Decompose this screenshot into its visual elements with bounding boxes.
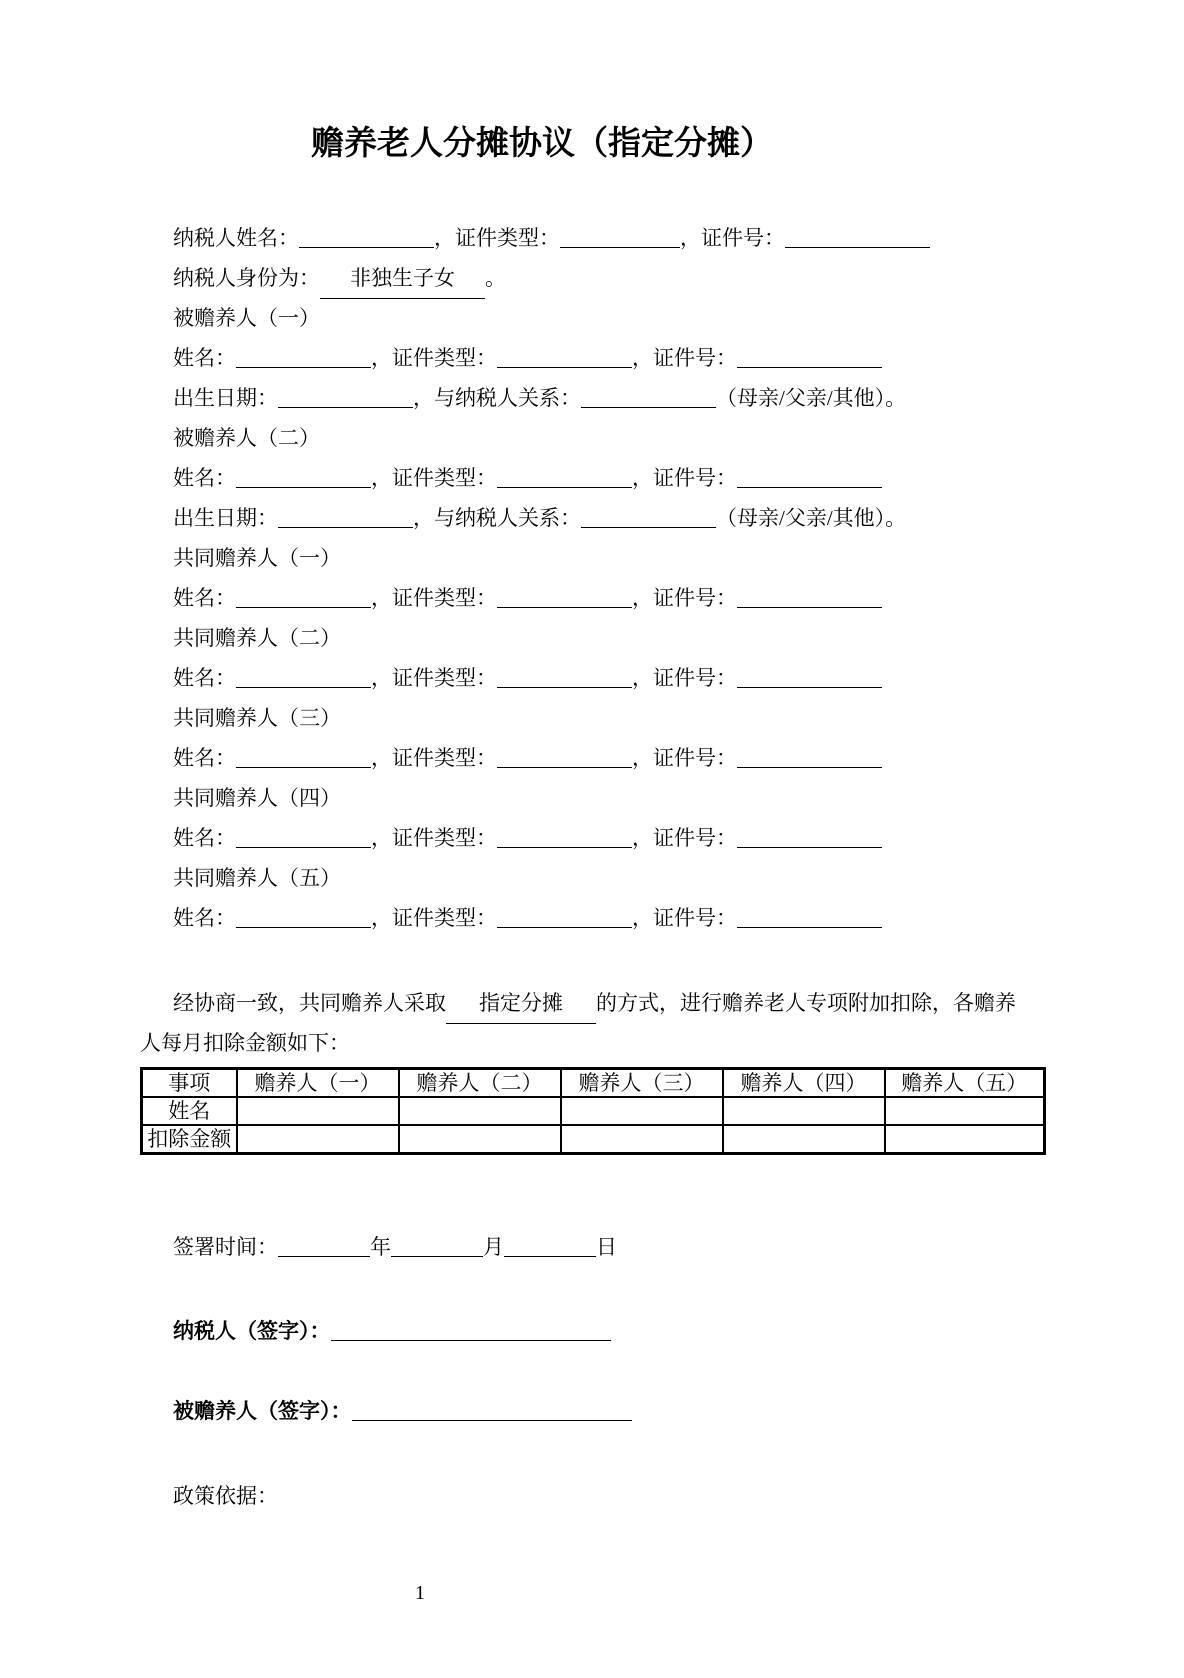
table-cell-empty bbox=[561, 1125, 723, 1154]
id-type-label: ，证件类型： bbox=[371, 346, 497, 370]
id-no-label: ，证件号： bbox=[632, 826, 737, 850]
month-label: 月 bbox=[483, 1235, 504, 1259]
month-blank bbox=[391, 1242, 483, 1257]
id-no-blank bbox=[737, 673, 882, 688]
name-blank bbox=[236, 673, 371, 688]
name-label: 姓名： bbox=[173, 746, 236, 770]
policy-basis-label: 政策依据： bbox=[173, 1484, 278, 1508]
day-blank bbox=[504, 1242, 596, 1257]
section-supporter-4 bbox=[140, 778, 1044, 818]
table-header-supporter-4: 赡养人（四） bbox=[723, 1069, 885, 1098]
year-label: 年 bbox=[370, 1235, 391, 1259]
table-header-item: 事项 bbox=[142, 1069, 237, 1098]
relation-options: （母亲/父亲/其他）。 bbox=[716, 386, 907, 410]
birth-label: 出生日期： bbox=[173, 386, 278, 410]
agreement-paragraph bbox=[140, 983, 1044, 1063]
name-blank bbox=[236, 353, 371, 368]
id-no-label: ，证件号： bbox=[632, 746, 737, 770]
relation-blank bbox=[581, 513, 716, 528]
id-type-blank bbox=[497, 673, 632, 688]
id-type-blank bbox=[497, 753, 632, 768]
id-no-blank bbox=[737, 753, 882, 768]
agreement-text-line2: 人每月扣除金额如下： bbox=[140, 1031, 350, 1055]
id-type-blank bbox=[497, 473, 632, 488]
dependent-signature-blank bbox=[352, 1406, 632, 1421]
table-header-supporter-3: 赡养人（三） bbox=[561, 1069, 723, 1098]
row-label-deduction: 扣除金额 bbox=[142, 1125, 237, 1154]
id-no-label: ，证件号： bbox=[680, 226, 785, 250]
id-no-blank bbox=[737, 353, 882, 368]
id-type-label: ，证件类型： bbox=[371, 586, 497, 610]
form-body bbox=[140, 218, 1044, 938]
table-cell-empty bbox=[399, 1125, 561, 1154]
name-label: 姓名： bbox=[173, 906, 236, 930]
dependent-1-birth-line bbox=[140, 378, 1044, 418]
year-blank bbox=[278, 1242, 370, 1257]
name-blank bbox=[236, 753, 371, 768]
id-type-label: ，证件类型： bbox=[371, 826, 497, 850]
section-title: 共同赡养人（二） bbox=[173, 626, 341, 650]
table-cell-empty bbox=[237, 1097, 399, 1125]
taxpayer-signature-label: 纳税人（签字）： bbox=[173, 1319, 331, 1343]
id-no-blank bbox=[737, 833, 882, 848]
dependent-signature-line bbox=[140, 1391, 1044, 1431]
table-row-deduction bbox=[142, 1125, 1045, 1154]
row-label-name: 姓名 bbox=[142, 1097, 237, 1125]
name-blank bbox=[236, 593, 371, 608]
signing-time-line bbox=[140, 1227, 1044, 1267]
taxpayer-signature-line bbox=[140, 1311, 1044, 1351]
signing-time-label: 签署时间： bbox=[173, 1235, 278, 1259]
id-type-label: ，证件类型： bbox=[371, 466, 497, 490]
id-no-label: ，证件号： bbox=[632, 666, 737, 690]
id-no-blank bbox=[737, 473, 882, 488]
table-cell-empty bbox=[237, 1125, 399, 1154]
table-cell-empty bbox=[885, 1125, 1045, 1154]
name-label: 姓名： bbox=[173, 466, 236, 490]
birth-blank bbox=[278, 513, 413, 528]
supporter-4-name-line bbox=[140, 818, 1044, 858]
id-type-label: ，证件类型： bbox=[371, 906, 497, 930]
table-header-supporter-2: 赡养人（二） bbox=[399, 1069, 561, 1098]
supporter-1-name-line bbox=[140, 578, 1044, 618]
id-no-blank bbox=[737, 913, 882, 928]
name-blank bbox=[236, 913, 371, 928]
section-title: 共同赡养人（一） bbox=[173, 546, 341, 570]
id-type-label: ，证件类型： bbox=[371, 746, 497, 770]
id-no-label: ，证件号： bbox=[632, 466, 737, 490]
agreement-line-1 bbox=[140, 983, 1044, 1023]
table-cell-empty bbox=[723, 1125, 885, 1154]
period-mark: 。 bbox=[485, 266, 506, 290]
dependent-1-name-line bbox=[140, 338, 1044, 378]
day-label: 日 bbox=[596, 1235, 617, 1259]
name-label: 姓名： bbox=[173, 826, 236, 850]
id-type-blank bbox=[497, 913, 632, 928]
id-no-label: ，证件号： bbox=[632, 346, 737, 370]
relation-blank bbox=[581, 393, 716, 408]
name-label: 姓名： bbox=[173, 586, 236, 610]
table-cell-empty bbox=[885, 1097, 1045, 1125]
document-title: 赡养老人分摊协议（指定分摊） bbox=[311, 126, 773, 162]
taxpayer-id-type-blank bbox=[560, 233, 680, 248]
agreement-text-pre: 经协商一致，共同赡养人采取 bbox=[173, 991, 446, 1015]
policy-basis-line bbox=[140, 1476, 1044, 1516]
document-content bbox=[140, 218, 1044, 1516]
taxpayer-name-label: 纳税人姓名： bbox=[173, 226, 299, 250]
section-title: 共同赡养人（四） bbox=[173, 786, 341, 810]
name-label: 姓名： bbox=[173, 666, 236, 690]
dependent-signature-label: 被赡养人（签字）： bbox=[173, 1399, 352, 1423]
table-header-supporter-5: 赡养人（五） bbox=[885, 1069, 1045, 1098]
agreement-text-post: 的方式，进行赡养老人专项附加扣除，各赡养 bbox=[596, 991, 1016, 1015]
taxpayer-name-blank bbox=[299, 233, 434, 248]
taxpayer-identity-label: 纳税人身份为： bbox=[173, 266, 320, 290]
id-type-label: ，证件类型： bbox=[434, 226, 560, 250]
section-supporter-2 bbox=[140, 618, 1044, 658]
page-number: 1 bbox=[415, 1582, 425, 1604]
dependent-2-name-line bbox=[140, 458, 1044, 498]
taxpayer-info-line bbox=[140, 218, 1044, 258]
table-header-row bbox=[142, 1069, 1045, 1098]
table-cell-empty bbox=[561, 1097, 723, 1125]
section-dependent-1 bbox=[140, 298, 1044, 338]
relation-label: ，与纳税人关系： bbox=[413, 386, 581, 410]
section-supporter-1 bbox=[140, 538, 1044, 578]
supporter-2-name-line bbox=[140, 658, 1044, 698]
section-supporter-3 bbox=[140, 698, 1044, 738]
name-label: 姓名： bbox=[173, 346, 236, 370]
section-dependent-2 bbox=[140, 418, 1044, 458]
id-type-blank bbox=[497, 593, 632, 608]
section-title: 共同赡养人（三） bbox=[173, 706, 341, 730]
supporter-5-name-line bbox=[140, 898, 1044, 938]
section-supporter-5 bbox=[140, 858, 1044, 898]
relation-label: ，与纳税人关系： bbox=[413, 506, 581, 530]
id-type-label: ，证件类型： bbox=[371, 666, 497, 690]
id-type-blank bbox=[497, 353, 632, 368]
table-cell-empty bbox=[399, 1097, 561, 1125]
section-title: 共同赡养人（五） bbox=[173, 866, 341, 890]
apportion-method-value: 指定分摊 bbox=[446, 983, 596, 1024]
taxpayer-id-no-blank bbox=[785, 233, 930, 248]
id-no-label: ，证件号： bbox=[632, 906, 737, 930]
table-row-name bbox=[142, 1097, 1045, 1125]
table-header-supporter-1: 赡养人（一） bbox=[237, 1069, 399, 1098]
supporter-3-name-line bbox=[140, 738, 1044, 778]
id-no-label: ，证件号： bbox=[632, 586, 737, 610]
table-cell-empty bbox=[723, 1097, 885, 1125]
name-blank bbox=[236, 473, 371, 488]
section-title: 被赡养人（一） bbox=[173, 306, 320, 330]
taxpayer-identity-value: 非独生子女 bbox=[320, 258, 485, 299]
id-type-blank bbox=[497, 833, 632, 848]
apportionment-table bbox=[140, 1067, 1046, 1155]
id-no-blank bbox=[737, 593, 882, 608]
name-blank bbox=[236, 833, 371, 848]
taxpayer-signature-blank bbox=[331, 1326, 611, 1341]
birth-label: 出生日期： bbox=[173, 506, 278, 530]
agreement-line-2 bbox=[140, 1023, 1044, 1063]
taxpayer-identity-line bbox=[140, 258, 1044, 298]
relation-options: （母亲/父亲/其他）。 bbox=[716, 506, 907, 530]
dependent-2-birth-line bbox=[140, 498, 1044, 538]
birth-blank bbox=[278, 393, 413, 408]
section-title: 被赡养人（二） bbox=[173, 426, 320, 450]
